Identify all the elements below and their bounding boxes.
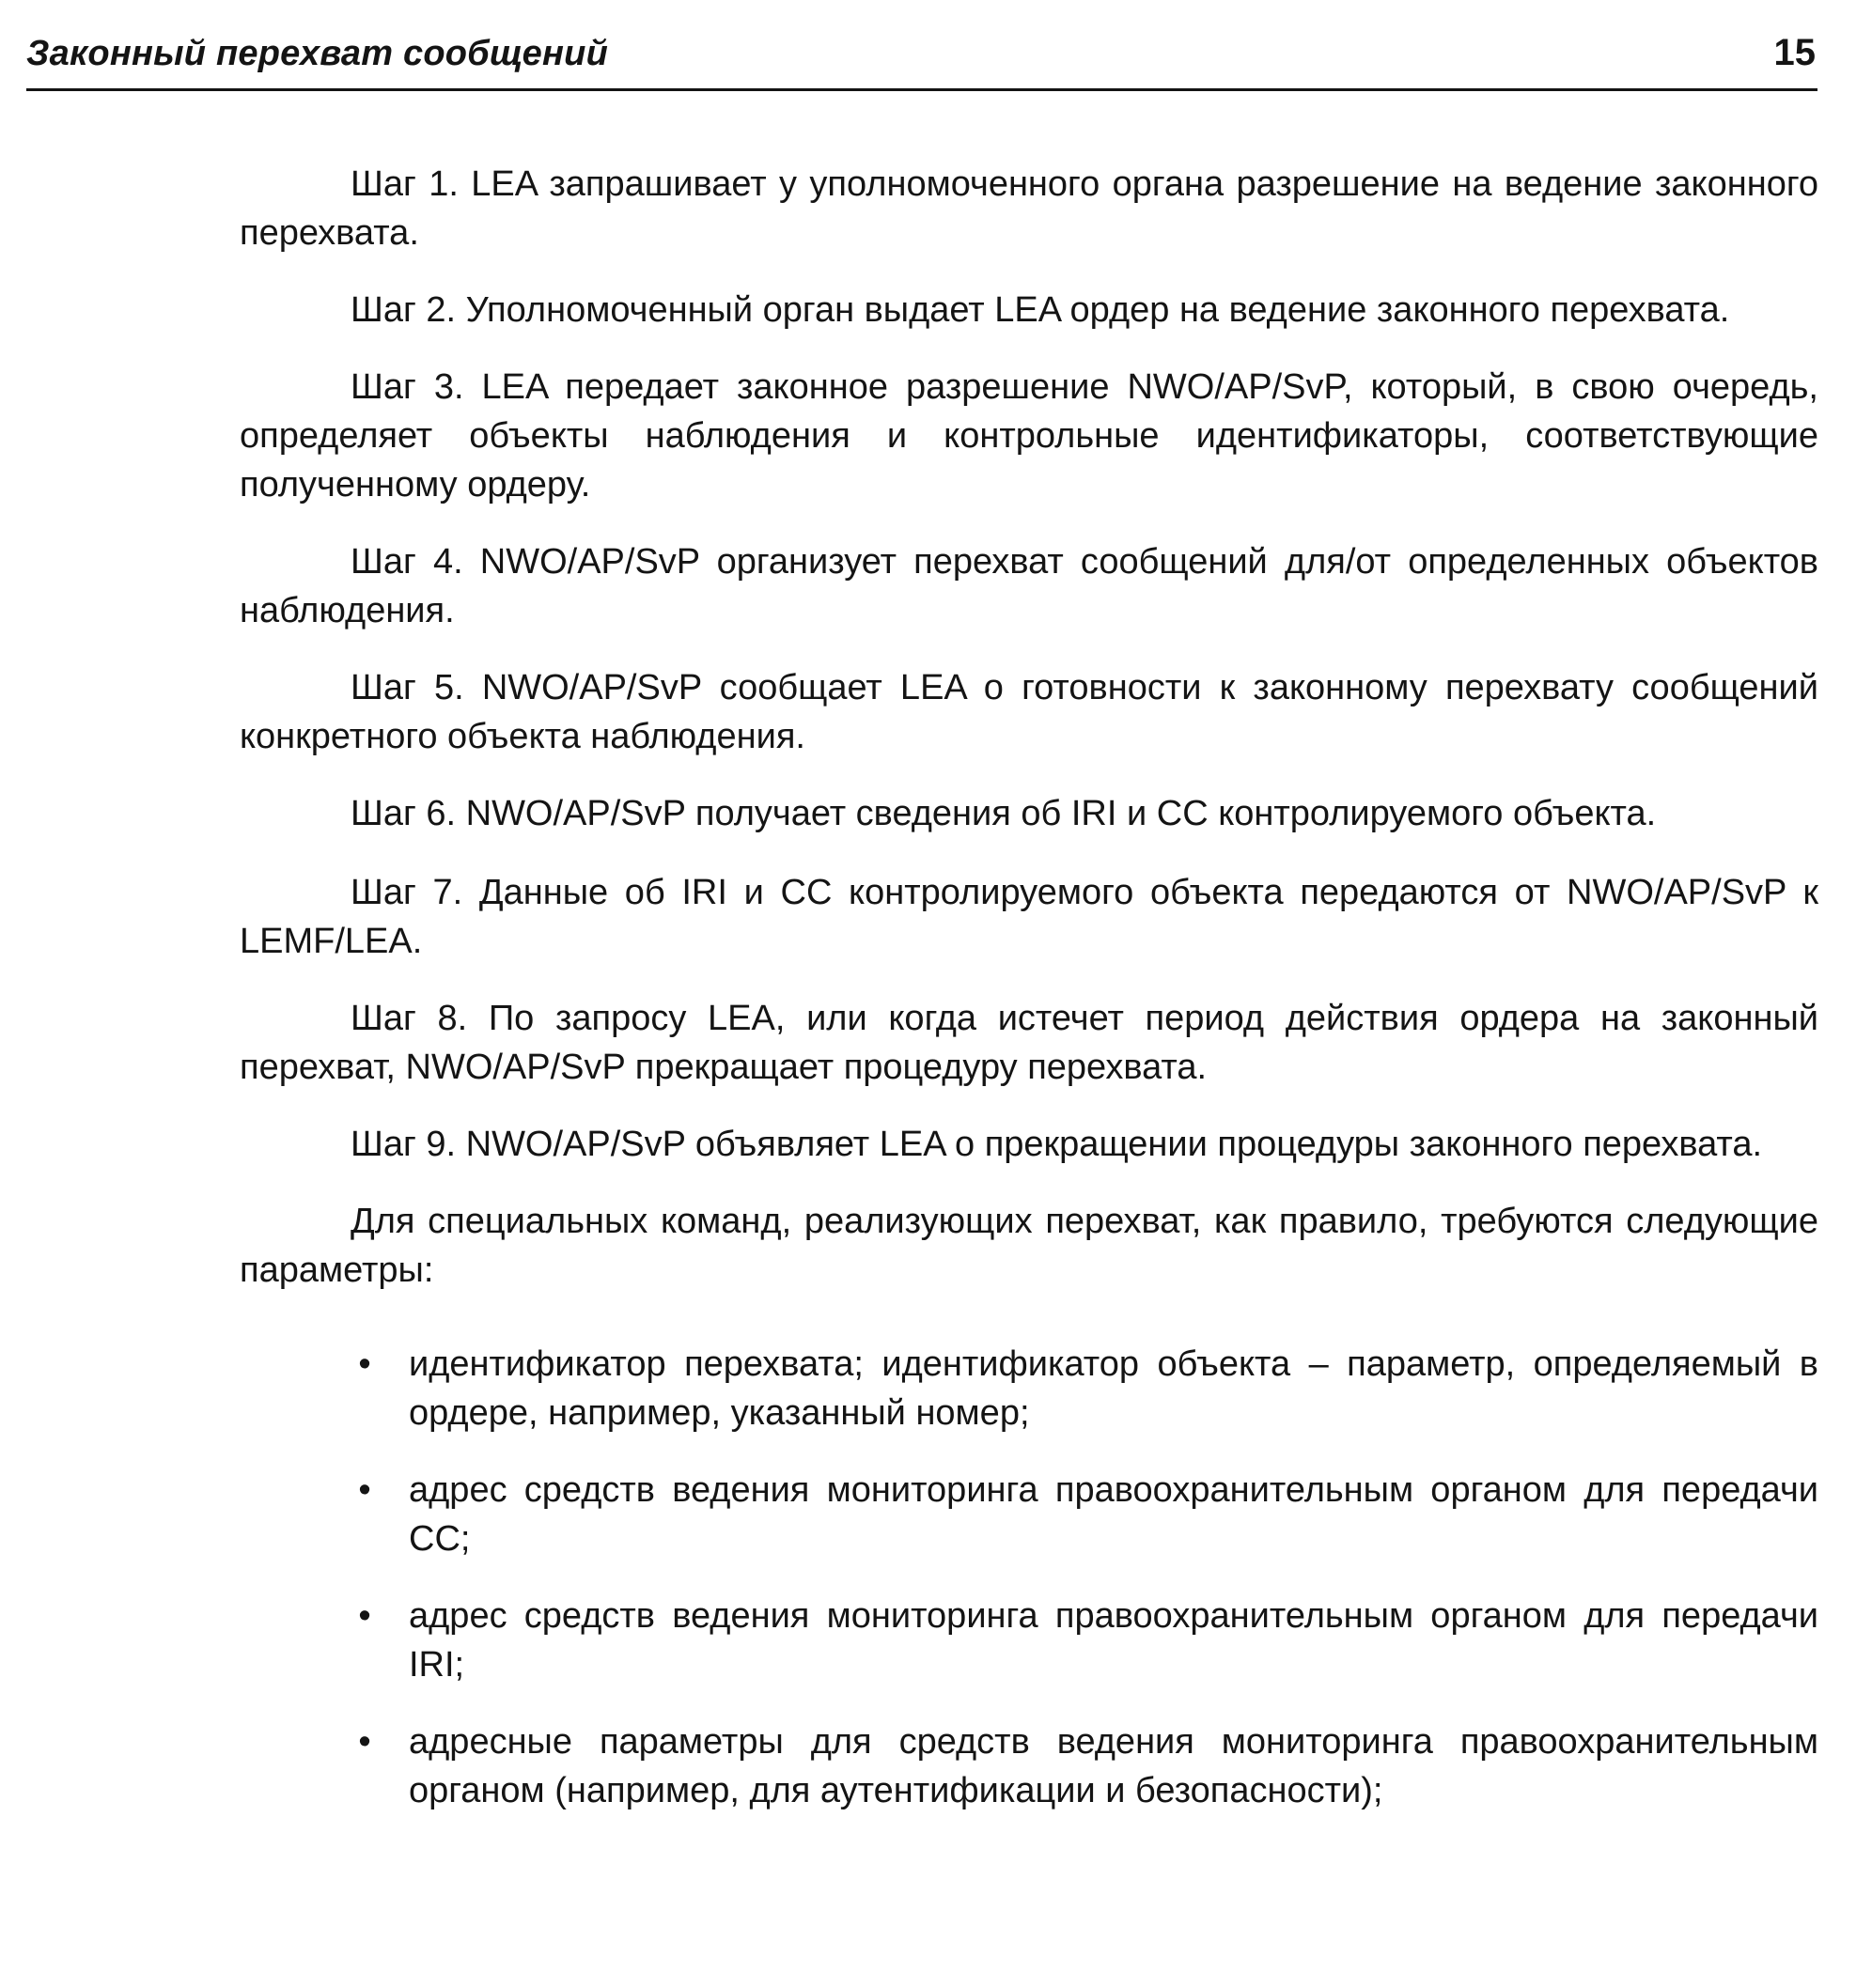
list-item [240, 1466, 1818, 1563]
bullet-icon: • [358, 1722, 371, 1762]
running-header [26, 28, 1817, 91]
list-item-text: адрес средств ведения мониторинга правоохранительным органом для передачи CC; [409, 1470, 1818, 1559]
step-paragraph-4: Шаг 4. NWO/AP/SvP организует перехват сообщений для/от определенных объектов наблюдения. [240, 542, 1818, 630]
bullet-icon: • [358, 1344, 371, 1384]
list-item [240, 1717, 1818, 1815]
list-item-text: адрес средств ведения мониторинга правоохранительным органом для передачи IRI; [409, 1596, 1818, 1685]
parameters-list [240, 1340, 1818, 1815]
bullet-icon: • [358, 1596, 371, 1636]
step-paragraph-3: Шаг 3. LEA передает законное разрешение NWO/AP/SvP, который, в свою очередь, определяет объекты наблюдения и контрольные идентификаторы, соответствующие полученному ордеру. [240, 367, 1818, 505]
step-paragraph-6: Шаг 6. NWO/AP/SvP получает сведения об IRI и CC контролируемого объекта. [351, 794, 1657, 833]
step-paragraph-2: Шаг 2. Уполномоченный орган выдает LEA ордер на ведение законного перехвата. [351, 290, 1730, 330]
list-item-text: идентификатор перехвата; идентификатор объекта – параметр, определяемый в ордере, например, указанный номер; [409, 1344, 1818, 1433]
step-paragraph-7: Шаг 7. Данные об IRI и CC контролируемого объекта передаются от NWO/AP/SvP к LEMF/LEA. [240, 873, 1818, 961]
list-item [240, 1340, 1818, 1437]
step-paragraph-1: Шаг 1. LEA запрашивает у уполномоченного органа разрешение на ведение законного перехвата. [240, 164, 1818, 253]
step-paragraph-9: Шаг 9. NWO/AP/SvP объявляет LEA о прекращении процедуры законного перехвата. [351, 1125, 1763, 1164]
step-paragraph-8: Шаг 8. По запросу LEA, или когда истечет период действия ордера на законный перехват, NWO/AP/SvP прекращает процедуру перехвата. [240, 999, 1818, 1087]
list-item-text: адресные параметры для средств ведения мониторинга правоохранительным органом (например, для аутентификации и безопасности); [409, 1722, 1818, 1810]
intro-paragraph: Для специальных команд, реализующих перехват, как правило, требуются следующие параметры: [240, 1202, 1818, 1290]
list-item [240, 1592, 1818, 1689]
page-number: 15 [1773, 32, 1816, 73]
running-title: Законный перехват сообщений [26, 34, 608, 73]
bullet-icon: • [358, 1470, 371, 1510]
step-paragraph-5: Шаг 5. NWO/AP/SvP сообщает LEA о готовности к законному перехвату сообщений конкретного объекта наблюдения. [240, 668, 1818, 756]
body-text [240, 160, 1818, 1843]
